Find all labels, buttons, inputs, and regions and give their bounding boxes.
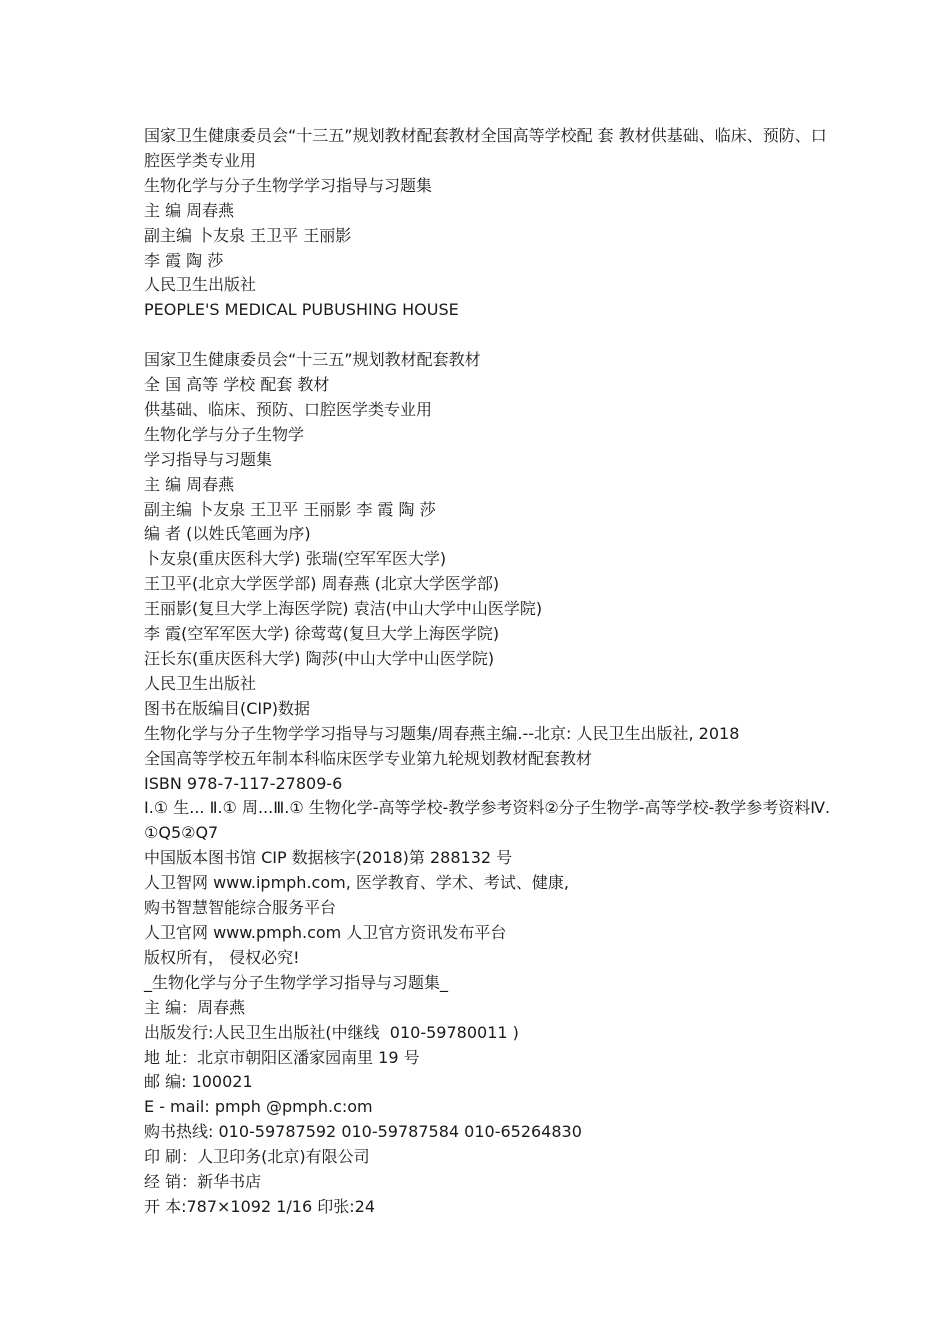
copyright-page-block [144,348,834,1220]
text-line: 李 霞(空军军医大学) 徐莺莺(复旦大学上海医学院) [144,624,500,644]
text-line: 购书热线: 010-59787592 010-59787584 010-65264830 [144,1122,582,1142]
text-line: 开 本:787×1092 1/16 印张:24 [144,1196,375,1216]
paragraph-gap [144,323,834,348]
document-text [144,124,834,1220]
text-line: 出版发行:人民卫生出版社(中继线 010-59780011 ) [144,1022,519,1042]
text-line: 副主编 卜友泉 王卫平 王丽影 李 霞 陶 莎 [144,499,436,519]
text-line: PEOPLE'S MEDICAL PUBUSHING HOUSE [144,300,459,320]
text-line: 印 刷：人卫印务(北京)有限公司 [144,1147,370,1167]
text-line: 汪长东(重庆医科大学) 陶莎(中山大学中山医学院) [144,649,495,669]
text-line: 主 编 周春燕 [144,474,235,494]
text-line: 人卫智网 www.ipmph.com, 医学教育、学术、考试、健康, [144,873,569,893]
text-line: 人民卫生出版社 [144,275,257,295]
text-line: 人卫官网 www.pmph.com 人卫官方资讯发布平台 [144,922,507,942]
text-line: 全 国 高等 学校 配套 教材 [144,375,330,395]
text-line: 编 者 (以姓氏笔画为序) [144,524,311,544]
text-line: _生物化学与分子生物学学习指导与习题集_ [144,972,449,992]
text-line: 学习指导与习题集 [144,449,273,469]
text-line: 副主编 卜友泉 王卫平 王丽影 [144,225,352,245]
title-page-block [144,124,834,323]
text-line: 王卫平(北京大学医学部) 周春燕 (北京大学医学部) [144,574,500,594]
text-line: 图书在版编目(CIP)数据 [144,698,311,718]
text-line: E - mail: pmph @pmph.c:om [144,1097,373,1117]
text-line: 主 编 周春燕 [144,200,235,220]
text-line: 生物化学与分子生物学 [144,424,305,444]
text-line: 生物化学与分子生物学学习指导与习题集/周春燕主编.--北京: 人民卫生出版社, 2018 [144,723,740,743]
text-line: ISBN 978-7-117-27809-6 [144,773,343,793]
text-line: 中国版本图书馆 CIP 数据核字(2018)第 288132 号 [144,848,513,868]
text-line: 国家卫生健康委员会“十三五”规划教材配套教材 [144,350,481,370]
text-line: 主 编：周春燕 [144,997,246,1017]
text-line: 购书智慧智能综合服务平台 [144,898,337,918]
text-line: 供基础、临床、预防、口腔医学类专业用 [144,399,433,419]
text-line: 全国高等学校五年制本科临床医学专业第九轮规划教材配套教材 [144,748,593,768]
text-line: 经 销：新华书店 [144,1172,262,1192]
text-line: 王丽影(复旦大学上海医学院) 袁洁(中山大学中山医学院) [144,599,543,619]
text-line: 版权所有， 侵权必究! [144,947,300,967]
text-line: 生物化学与分子生物学学习指导与习题集 [144,175,433,195]
text-line: 李 霞 陶 莎 [144,250,224,270]
text-line: 国家卫生健康委员会“十三五”规划教材配套教材全国高等学校配 套 教材供基础、临床、预防、口腔医学类专业用 [144,126,827,170]
text-line: 地 址：北京市朝阳区潘家园南里 19 号 [144,1047,420,1067]
text-line: 卜友泉(重庆医科大学) 张瑞(空军军医大学) [144,549,447,569]
text-line: 人民卫生出版社 [144,673,257,693]
text-line: I.① 生... Ⅱ.① 周...Ⅲ.① 生物化学-高等学校-教学参考资料②分子生物学-高等学校-教学参考资料Ⅳ.①Q5②Q7 [144,798,831,843]
text-line: 邮 编: 100021 [144,1072,253,1092]
